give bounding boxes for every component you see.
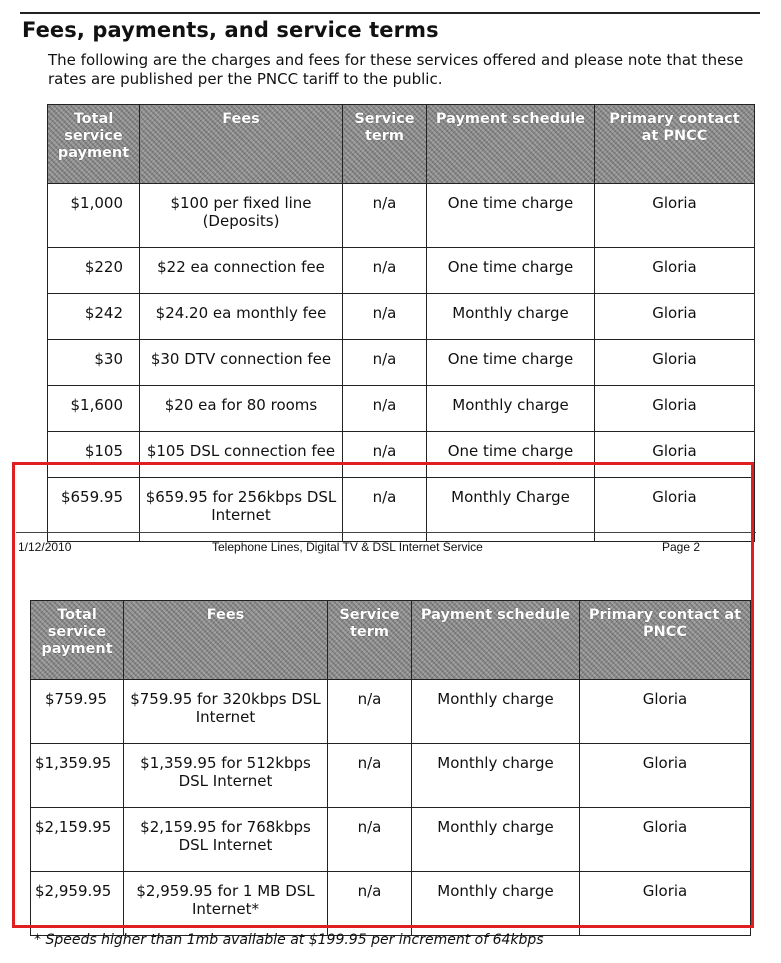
- cell-fees: $759.95 for 320kbps DSL Internet: [124, 680, 328, 744]
- cell-term: n/a: [343, 248, 427, 294]
- cell-contact: Gloria: [595, 294, 755, 340]
- cell-fees: $30 DTV connection fee: [140, 340, 343, 386]
- cell-fees: $22 ea connection fee: [140, 248, 343, 294]
- cell-term: n/a: [343, 386, 427, 432]
- table-row: [31, 744, 751, 808]
- cell-contact: Gloria: [595, 386, 755, 432]
- cell-schedule: Monthly Charge: [427, 478, 595, 542]
- col-header-primary-contact: Primary contact at PNCC: [580, 601, 751, 680]
- fees-table-page-2: [30, 600, 751, 936]
- table-row: [48, 432, 755, 478]
- table-row: [48, 184, 755, 248]
- cell-fees: $2,159.95 for 768kbps DSL Internet: [124, 808, 328, 872]
- footer-date: 1/12/2010: [18, 540, 72, 554]
- cell-schedule: Monthly charge: [427, 294, 595, 340]
- col-header-fees: Fees: [124, 601, 328, 680]
- cell-schedule: One time charge: [427, 248, 595, 294]
- cell-term: n/a: [343, 478, 427, 542]
- cell-total: $1,000: [48, 184, 140, 248]
- cell-total: $220: [48, 248, 140, 294]
- cell-term: n/a: [343, 294, 427, 340]
- table-header-row: [48, 105, 755, 184]
- table-row: [31, 872, 751, 936]
- cell-schedule: Monthly charge: [412, 744, 580, 808]
- cell-term: n/a: [328, 744, 412, 808]
- table-row: [48, 386, 755, 432]
- footer-page-number: Page 2: [662, 540, 701, 554]
- col-header-primary-contact: Primary contact at PNCC: [595, 105, 755, 184]
- cell-contact: Gloria: [595, 432, 755, 478]
- cell-total: $1,359.95: [31, 744, 124, 808]
- page-heading: Fees, payments, and service terms: [22, 18, 439, 42]
- cell-total: $759.95: [31, 680, 124, 744]
- cell-fees: $100 per fixed line (Deposits): [140, 184, 343, 248]
- cell-schedule: Monthly charge: [412, 872, 580, 936]
- cell-term: n/a: [328, 808, 412, 872]
- table-header-row: [31, 601, 751, 680]
- cell-contact: Gloria: [580, 808, 751, 872]
- cell-contact: Gloria: [595, 248, 755, 294]
- table-row: [48, 294, 755, 340]
- col-header-service-term: Service term: [328, 601, 412, 680]
- col-header-fees: Fees: [140, 105, 343, 184]
- cell-term: n/a: [343, 432, 427, 478]
- cell-schedule: One time charge: [427, 432, 595, 478]
- cell-schedule: One time charge: [427, 184, 595, 248]
- cell-total: $30: [48, 340, 140, 386]
- table-row: [31, 680, 751, 744]
- cell-fees: $2,959.95 for 1 MB DSL Internet*: [124, 872, 328, 936]
- cell-contact: Gloria: [580, 872, 751, 936]
- top-rule: [20, 12, 760, 14]
- footnote: * Speeds higher than 1mb available at $199.95 per increment of 64kbps: [34, 932, 544, 948]
- table-row: [48, 340, 755, 386]
- col-header-total: Total service payment: [31, 601, 124, 680]
- cell-fees: $20 ea for 80 rooms: [140, 386, 343, 432]
- cell-term: n/a: [328, 680, 412, 744]
- page-footer: [16, 532, 756, 553]
- cell-total: $659.95: [48, 478, 140, 542]
- cell-schedule: One time charge: [427, 340, 595, 386]
- cell-total: $1,600: [48, 386, 140, 432]
- col-header-payment-schedule: Payment schedule: [412, 601, 580, 680]
- intro-paragraph: The following are the charges and fees for these services offered and please note that these rates are published per the PNCC tariff to the public.: [48, 51, 744, 88]
- cell-total: $2,159.95: [31, 808, 124, 872]
- cell-term: n/a: [343, 340, 427, 386]
- cell-fees: $105 DSL connection fee: [140, 432, 343, 478]
- cell-fees: $24.20 ea monthly fee: [140, 294, 343, 340]
- cell-fees: $659.95 for 256kbps DSL Internet: [140, 478, 343, 542]
- cell-term: n/a: [343, 184, 427, 248]
- cell-schedule: Monthly charge: [412, 808, 580, 872]
- cell-contact: Gloria: [595, 340, 755, 386]
- cell-contact: Gloria: [595, 478, 755, 542]
- cell-total: $105: [48, 432, 140, 478]
- cell-schedule: Monthly charge: [427, 386, 595, 432]
- fees-table-page-1: [47, 104, 755, 542]
- cell-contact: Gloria: [580, 680, 751, 744]
- cell-total: $242: [48, 294, 140, 340]
- cell-contact: Gloria: [580, 744, 751, 808]
- col-header-total: Total service payment: [48, 105, 140, 184]
- cell-fees: $1,359.95 for 512kbps DSL Internet: [124, 744, 328, 808]
- cell-contact: Gloria: [595, 184, 755, 248]
- table-row: [48, 248, 755, 294]
- table-row: [31, 808, 751, 872]
- col-header-payment-schedule: Payment schedule: [427, 105, 595, 184]
- col-header-service-term: Service term: [343, 105, 427, 184]
- footer-title: Telephone Lines, Digital TV & DSL Internet Service: [212, 540, 483, 554]
- cell-term: n/a: [328, 872, 412, 936]
- cell-schedule: Monthly charge: [412, 680, 580, 744]
- cell-total: $2,959.95: [31, 872, 124, 936]
